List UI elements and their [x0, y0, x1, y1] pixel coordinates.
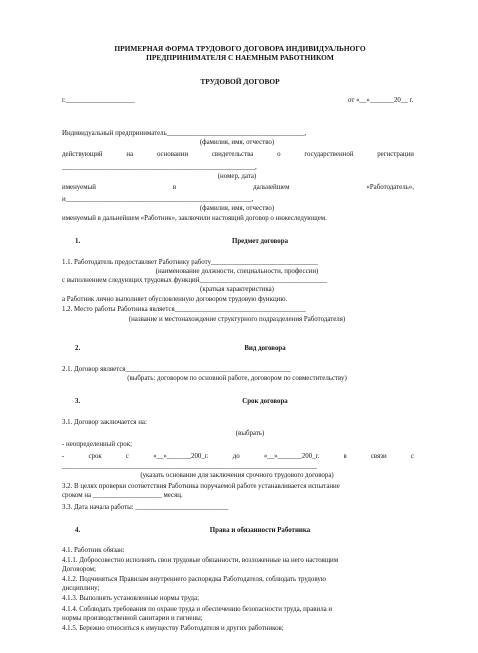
- employer-hint: (фамилия, имя, отчество): [199, 139, 275, 146]
- clause-4-1-2: 4.1.2. Подчиняться Правилам внутреннего распорядка Работодателя, соблюдать трудовую: [62, 576, 326, 583]
- clause-4-1-3: 4.1.3. Выполнять установленные нормы труда;: [62, 595, 200, 602]
- clause-1-2-hint: (название и местонахождение структурного подразделения Работодателя): [128, 316, 346, 323]
- section-4-number: 4.: [75, 527, 81, 534]
- clause-1-1-hint: (наименование должности, специальности, профессии): [155, 268, 319, 275]
- clause-1-1-end: а Работник лично выполняет обусловленную договором трудовую функцию.: [62, 296, 288, 303]
- city-field: г.____________________: [62, 97, 135, 104]
- clause-1-1-functions: с выполнением следующих трудовых функций_____________________________________: [62, 277, 327, 284]
- employer-line: Индивидуальный предприниматель________________________________________,: [62, 130, 307, 137]
- registration-hint: (номер, дата): [217, 173, 257, 180]
- employee-line: и______________________________________________________,: [62, 196, 254, 203]
- clause-4-1-1: 4.1.1. Добросовестно исполнять свои трудовые обязанности, возложенные на него настоящим: [62, 557, 339, 564]
- clause-4-1-4: 4.1.4. Соблюдать требования по охране труда и обеспечению безопасности труда, правила и: [62, 606, 333, 613]
- section-3-title: Срок договора: [242, 398, 288, 405]
- clause-1-1-functions-hint: (краткая характеристика): [200, 286, 274, 293]
- contract-subtitle: ТРУДОВОЙ ДОГОВОР: [200, 77, 280, 86]
- acting-basis-line: действующий на основании свидетельства о государственной регистрации: [62, 151, 414, 158]
- section-1-title: Предмет договора: [231, 238, 289, 245]
- term-basis-hint: (указать основание для заключения срочного трудового договора): [140, 472, 334, 479]
- clause-4-1-1-end: Договором;: [62, 566, 96, 573]
- clause-2-1-hint: (выбрать: договором по основной работе, договором по совместительству): [127, 375, 347, 382]
- clause-3-2: 3.2. В целях проверки соответствия Работника поручаемой работе устанавливается испытание: [62, 483, 340, 490]
- employer-named-line: именуемый в дальнейшем «Работодатель»,: [62, 184, 414, 191]
- date-field: от «__»_______20__ г.: [348, 97, 414, 104]
- section-1-number: 1.: [75, 238, 81, 245]
- registration-line: ________________________________________________________,: [62, 164, 257, 171]
- clause-3-2-end: сроком на ____________________ месяц.: [62, 492, 183, 499]
- clause-3-1-hint: (выбрать): [235, 430, 265, 437]
- clause-1-2: 1.2. Место работы Работника является______________________________________: [62, 306, 306, 313]
- clause-1-1: 1.1. Работодатель предоставляет Работнику работу_______________________________: [62, 259, 318, 266]
- term-basis-line: __________________________________________________________________________: [62, 463, 317, 470]
- agreement-intro: именуемый в дальнейшем «Работник», заключили настоящий договор о нижеследующем.: [62, 215, 327, 222]
- title-line-1: ПРИМЕРНАЯ ФОРМА ТРУДОВОГО ДОГОВОРА ИНДИВИДУАЛЬНОГО: [114, 44, 366, 53]
- title-line-2: ПРЕДПРИНИМАТЕЛЯ С НАЕМНЫМ РАБОТНИКОМ: [146, 53, 334, 62]
- clause-3-1: 3.1. Договор заключается на:: [62, 419, 147, 426]
- term-indefinite: - неопределенный срок;: [62, 441, 132, 448]
- clause-2-1: 2.1. Договор является________________________________________________: [62, 366, 291, 373]
- section-2-title: Вид договора: [244, 345, 286, 352]
- clause-4-1-5: 4.1.5. Бережно относиться к имуществу Работодателя и других работников;: [62, 625, 284, 632]
- clause-4-1: 4.1. Работник обязан:: [62, 547, 125, 554]
- employee-hint: (фамилия, имя, отчество): [199, 205, 275, 212]
- clause-3-3: 3.3. Дата начала работы: ___________________________: [62, 504, 229, 511]
- clause-4-1-4-end: нормы производственной санитарии и гигиены;: [62, 615, 203, 622]
- clause-4-1-2-end: дисциплину;: [62, 585, 100, 592]
- section-2-number: 2.: [75, 345, 81, 352]
- section-4-title: Права и обязанности Работника: [209, 527, 311, 534]
- section-3-number: 3.: [75, 398, 81, 405]
- term-fixed: - срок с «__»_______200_г. до «__»_______200_г. в связи с: [62, 453, 414, 460]
